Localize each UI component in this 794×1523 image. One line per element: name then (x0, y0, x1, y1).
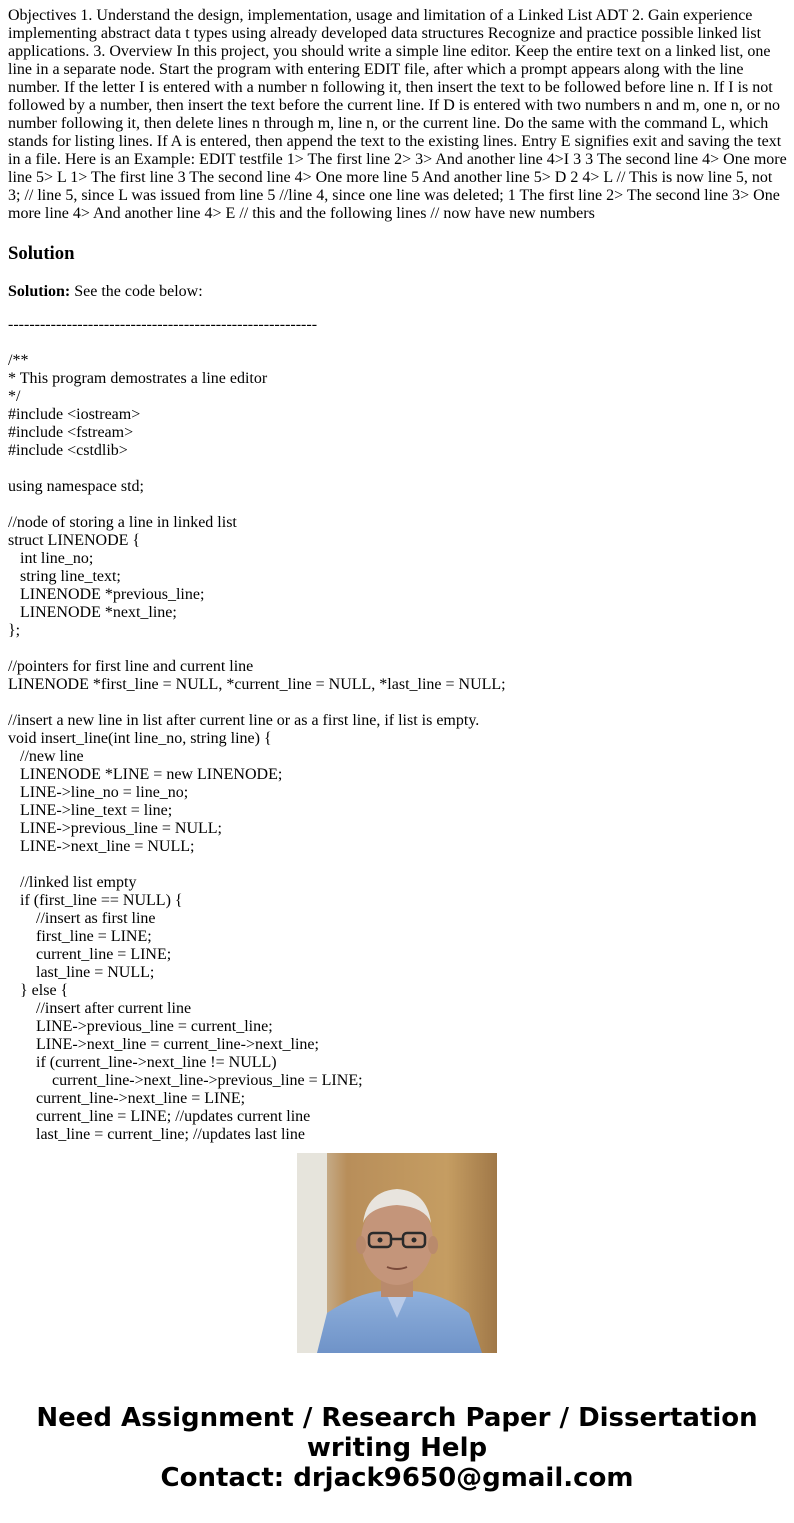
author-avatar (297, 1153, 497, 1353)
solution-intro (8, 283, 203, 301)
promo-contact: Contact: drjack9650@gmail.com (160, 1463, 634, 1493)
solution-intro-text: See the code below: (70, 283, 203, 300)
promo-banner (0, 1403, 794, 1493)
question-text: Objectives 1. Understand the design, implementation, usage and limitation of a Linked List ADT 2. Gain experience implementing abstract data t types using already developed data structures Recognize and practice possible linked list applications. 3. Overview In this project, you should write a simple line editor. Keep the entire text on a linked list, one line in a separate node. Start the program with entering EDIT file, after which a prompt appears along with the line number. If the letter I is entered with a number n following it, then insert the text to be followed before line n. If I is not followed by a number, then insert the text before the current line. If D is entered with two numbers n and m, one n, or no number following it, then delete lines n through m, line n, or the current line. Do the same with the command L, which stands for listing lines. If A is entered, then append the text to the existing lines. Entry E signifies exit and saving the text in a file. Here is an Example: EDIT testfile 1> The first line 2> 3> And another line 4>I 3 3 The second line 4> One more line 5> L 1> The first line 3 The second line 4> One more line 5 And another line 5> D 2 4> L // This is now line 5, not 3; // line 5, since L was issued from line 5 //line 4, since one line was deleted; 1 The first line 2> The second line 3> One more line 4> And another line 4> E // this and the following lines // now have new numbers (8, 7, 787, 222)
solution-intro-label: Solution: (8, 283, 71, 300)
promo-line-2: writing Help (306, 1433, 488, 1463)
author-portrait-image (297, 1153, 497, 1353)
code-text: ---------------------------------------------------------- /** * This program demostrates a line editor */ #include <iostream> #include <fstream> #include <cstdlib> using namespace std; //node of storing a line in linked list struct LINENODE { int line_no; string line_text; LINENODE *previous_line; LINENODE *next_line; }; //pointers for first line and current line LINENODE *first_line = NULL, *current_line = NULL, *last_line = NULL; //insert a new line in list after current line or as a first line, if list is empty. void insert_line(int line_no, string line) { //new line LINENODE *LINE = new LINENODE; LINE->line_no = line_no; LINE->line_text = line; LINE->previous_line = NULL; LINE->next_line = NULL; //linked list empty if (first_line == NULL) { //insert as first line first_line = LINE; current_line = LINE; last_line = NULL; } else { //insert after current line LINE->previous_line = current_line; LINE->next_line = current_line->next_line; if (current_line->next_line != NULL) current_line->next_line->previous_line = LINE; current_line->next_line = LINE; current_line = LINE; //updates current line last_line = current_line; //updates last line (8, 316, 506, 1143)
solution-heading: Solution (8, 243, 75, 264)
promo-line-1: Need Assignment / Research Paper / Dissertation (36, 1403, 758, 1433)
code-block (8, 316, 788, 1143)
